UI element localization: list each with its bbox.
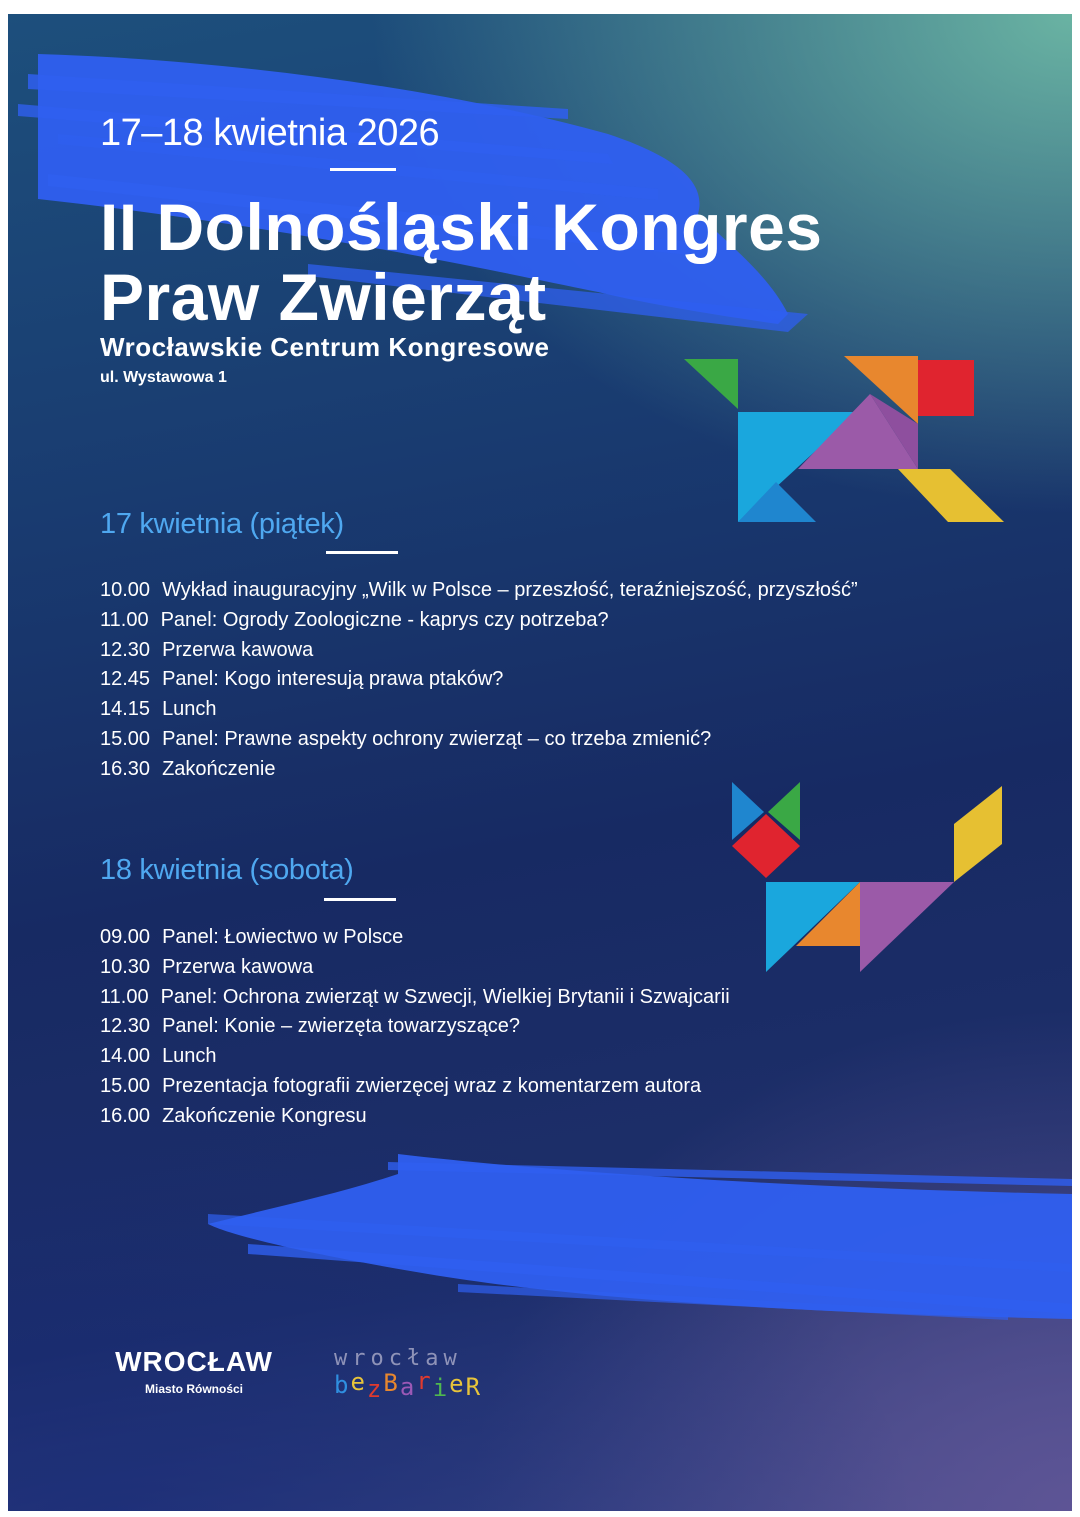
schedule-item [100, 1072, 730, 1102]
event-title-line2: Praw Zwierząt [100, 260, 547, 334]
schedule-item [100, 953, 730, 983]
wroclaw-logo-name: WROCŁAW [115, 1346, 273, 1377]
day2-schedule [100, 923, 730, 1132]
schedule-item [100, 636, 858, 666]
schedule-time: 15.00 [100, 727, 151, 750]
divider-line [326, 551, 398, 554]
schedule-item [100, 665, 858, 695]
bez-barier-letter: a [399, 1373, 417, 1401]
day1-heading: 17 kwietnia (piątek) [100, 508, 344, 540]
bez-barier-logo-top: wrocław [334, 1346, 462, 1371]
schedule-item [100, 1012, 730, 1042]
schedule-time: 10.00 [100, 579, 151, 601]
schedule-time: 11.00 [100, 608, 149, 631]
day1-schedule [100, 576, 858, 785]
schedule-time: 12.45 [100, 668, 151, 691]
schedule-text: Panel: Ochrona zwierząt w Szwecji, Wielkiej Brytanii i Szwajcarii [160, 985, 730, 1008]
venue-address: ul. Wystawowa 1 [100, 369, 227, 386]
schedule-text: Panel: Konie – zwierzęta towarzyszące? [162, 1015, 521, 1038]
schedule-text: Przerwa kawowa [162, 638, 314, 661]
bez-barier-letter: z [366, 1375, 384, 1403]
wroclaw-bez-barier-logo [334, 1346, 504, 1403]
schedule-time: 09.00 [100, 926, 151, 948]
bez-barier-letter: e [449, 1370, 466, 1398]
schedule-item [100, 725, 858, 755]
bez-barier-letter: i [432, 1374, 450, 1402]
schedule-text: Prezentacja fotografii zwierzęcej wraz z komentarzem autora [162, 1074, 702, 1097]
schedule-text: Panel: Kogo interesują prawa ptaków? [162, 668, 504, 691]
event-title-line1: II Dolnośląski Kongres [100, 190, 823, 264]
schedule-time: 10.30 [100, 955, 151, 978]
schedule-item [100, 1042, 730, 1072]
schedule-text: Wykład inauguracyjny „Wilk w Polsce – przeszłość, teraźniejszość, przyszłość” [162, 579, 858, 601]
schedule-time: 12.30 [100, 638, 151, 661]
day2-heading: 18 kwietnia (sobota) [100, 854, 354, 886]
schedule-time: 11.00 [100, 985, 149, 1008]
wroclaw-logo-tagline: Miasto Równości [144, 1382, 243, 1396]
bez-barier-letter: r [416, 1367, 433, 1395]
schedule-item [100, 606, 858, 636]
bez-barier-letter: b [334, 1371, 351, 1399]
schedule-text: Panel: Łowiectwo w Polsce [162, 926, 404, 948]
schedule-text: Lunch [162, 698, 217, 721]
event-dates: 17–18 kwietnia 2026 [100, 112, 440, 154]
schedule-text: Przerwa kawowa [162, 955, 314, 978]
schedule-time: 15.00 [100, 1074, 151, 1097]
venue-name: Wrocławskie Centrum Kongresowe [100, 332, 550, 362]
schedule-time: 14.00 [100, 1045, 151, 1068]
schedule-time: 12.30 [100, 1015, 151, 1038]
schedule-time: 14.15 [100, 698, 151, 721]
schedule-text: Panel: Ogrody Zoologiczne - kaprys czy potrzeba? [160, 608, 609, 631]
poster [8, 14, 1072, 1511]
schedule-item [100, 695, 858, 725]
schedule-time: 16.30 [100, 757, 151, 780]
bez-barier-letter: B [383, 1369, 400, 1397]
schedule-item [100, 983, 730, 1013]
schedule-text: Lunch [162, 1045, 217, 1068]
bez-barier-letter: R [465, 1373, 483, 1401]
schedule-item [100, 923, 730, 953]
schedule-time: 16.00 [100, 1104, 151, 1127]
schedule-text: Panel: Prawne aspekty ochrony zwierząt – co trzeba zmienić? [162, 727, 712, 750]
schedule-text: Zakończenie [162, 757, 276, 780]
wroclaw-logo [104, 1346, 284, 1396]
bez-barier-logo-letters [334, 1367, 504, 1403]
divider-line [324, 898, 396, 901]
schedule-item [100, 576, 858, 606]
schedule-item [100, 755, 858, 785]
bez-barier-letter: e [350, 1368, 367, 1396]
schedule-text: Zakończenie Kongresu [162, 1104, 367, 1127]
schedule-item [100, 1102, 730, 1132]
